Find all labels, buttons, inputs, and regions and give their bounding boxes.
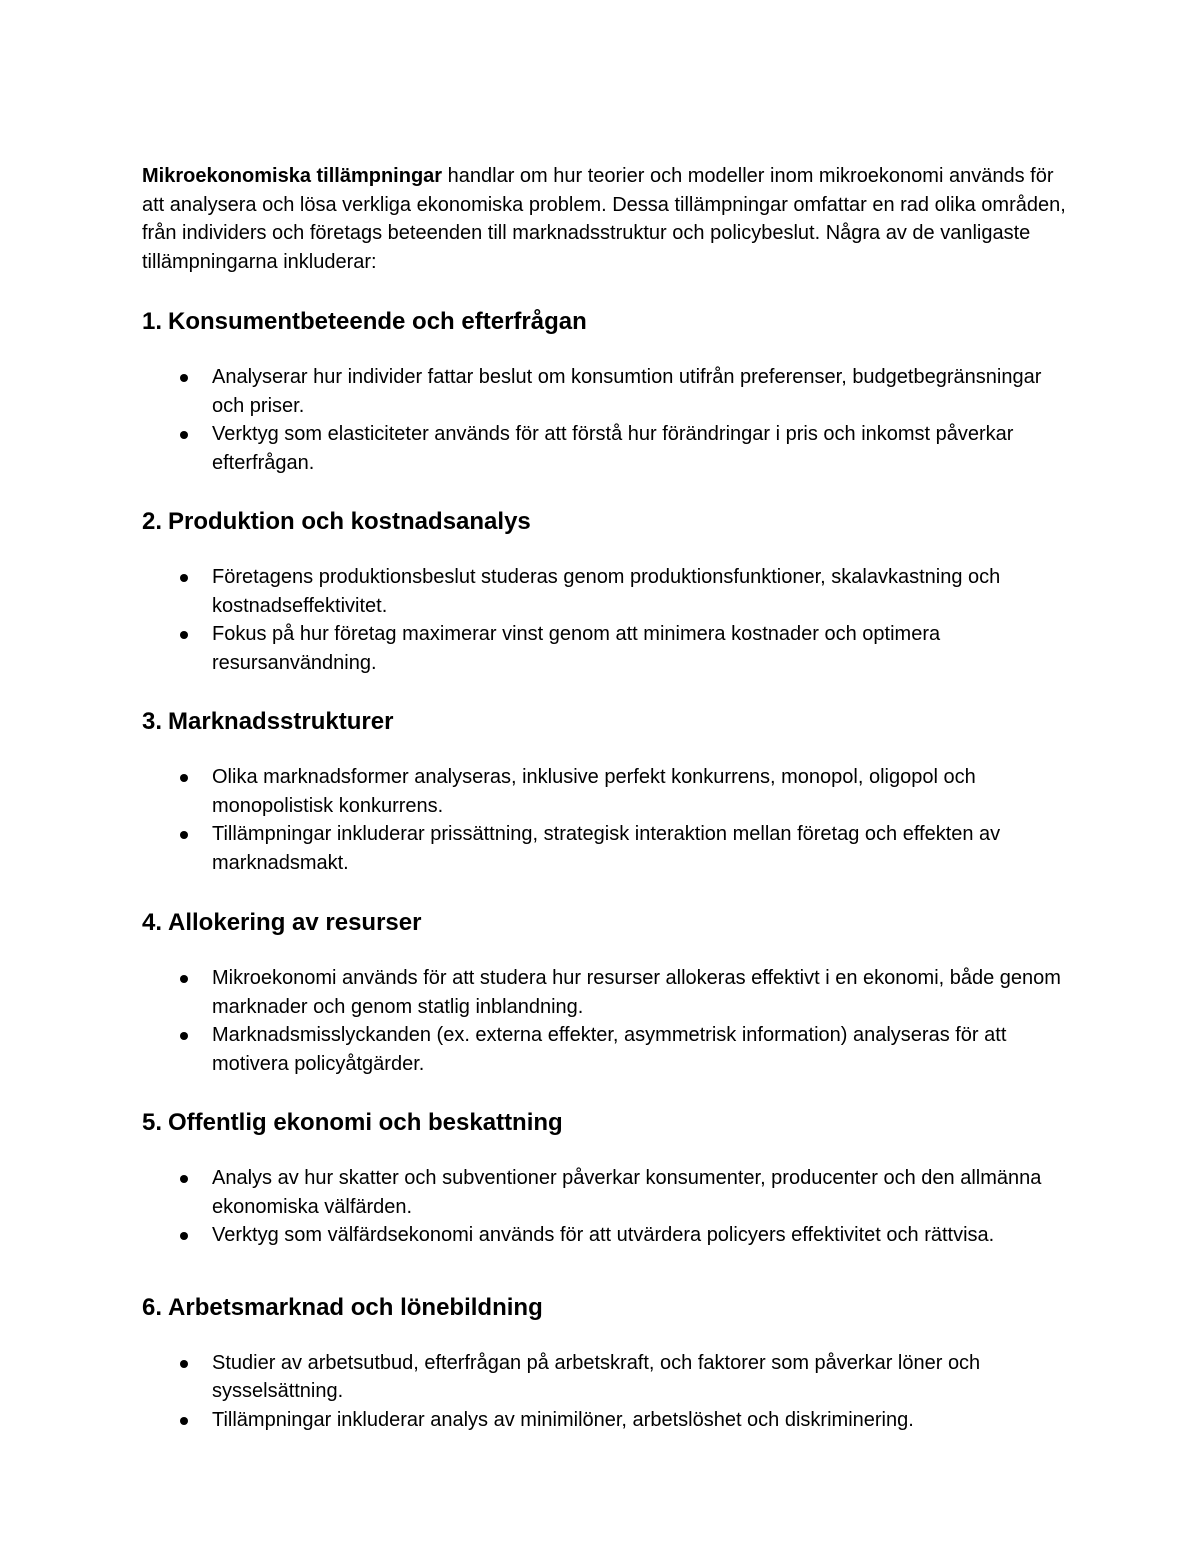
section-number: 2.	[142, 508, 163, 535]
section-title	[142, 507, 1072, 537]
list-item	[142, 1164, 1072, 1221]
section-number: 3.	[142, 708, 163, 735]
section-6	[142, 1293, 1072, 1435]
bullet-icon	[180, 1232, 188, 1240]
section-heading: Allokering av resurser	[168, 909, 422, 936]
list-item-text: Analys av hur skatter och subventioner påverkar konsumenter, producenter och den allmänna ekonomiska välfärden.	[212, 1167, 1042, 1218]
list-item	[142, 820, 1072, 877]
intro-paragraph	[142, 162, 1072, 276]
section-heading: Arbetsmarknad och lönebildning	[168, 1293, 543, 1321]
bullet-icon	[180, 774, 188, 782]
list-item-text: Marknadsmisslyckanden (ex. externa effekter, asymmetrisk information) analyseras för att motivera policyåtgärder.	[212, 1024, 1007, 1075]
list-item-text: Fokus på hur företag maximerar vinst genom att minimera kostnader och optimera resursanvändning.	[212, 623, 941, 674]
section-5	[142, 1108, 1072, 1250]
list-item	[142, 1349, 1072, 1406]
bullet-list	[142, 1349, 1072, 1435]
list-item	[142, 763, 1072, 820]
bullet-icon	[180, 631, 188, 639]
list-item	[142, 1021, 1072, 1078]
intro-lead: Mikroekonomiska tillämpningar	[142, 165, 443, 187]
section-heading: Konsumentbeteende och efterfrågan	[168, 308, 587, 335]
section-number: 4.	[142, 909, 163, 936]
section-title	[142, 1108, 1072, 1138]
list-item-text: Studier av arbetsutbud, efterfrågan på arbetskraft, och faktorer som påverkar löner och sysselsättning.	[212, 1351, 981, 1402]
section-number: 1.	[142, 308, 163, 335]
section-heading: Marknadsstrukturer	[168, 708, 394, 735]
section-heading: Offentlig ekonomi och beskattning	[168, 1109, 563, 1136]
bullet-icon	[180, 831, 188, 839]
list-item-text: Verktyg som elasticiteter används för att förstå hur förändringar i pris och inkomst påverkar efterfrågan.	[212, 423, 1014, 474]
bullet-icon	[180, 1417, 188, 1425]
section-4	[142, 908, 1072, 1078]
bullet-icon	[180, 1032, 188, 1040]
bullet-icon	[180, 374, 188, 382]
section-3	[142, 707, 1072, 877]
section-number: 5.	[142, 1109, 163, 1136]
bullet-list	[142, 563, 1072, 677]
list-item-text: Tillämpningar inkluderar prissättning, strategisk interaktion mellan företag och effekten av marknadsmakt.	[212, 823, 1001, 874]
list-item-text: Tillämpningar inkluderar analys av minimilöner, arbetslöshet och diskriminering.	[212, 1408, 914, 1431]
bullet-list	[142, 964, 1072, 1078]
list-item	[142, 964, 1072, 1021]
bullet-list	[142, 363, 1072, 477]
section-title	[142, 707, 1072, 737]
bullet-list	[142, 763, 1072, 877]
bullet-icon	[180, 975, 188, 983]
list-item	[142, 620, 1072, 677]
section-2	[142, 507, 1072, 677]
bullet-icon	[180, 431, 188, 439]
section-heading: Produktion och kostnadsanalys	[168, 508, 531, 535]
section-title	[142, 908, 1072, 938]
bullet-icon	[180, 574, 188, 582]
list-item	[142, 563, 1072, 620]
bullet-icon	[180, 1175, 188, 1183]
section-1	[142, 307, 1072, 477]
section-title	[142, 307, 1072, 337]
list-item	[142, 1221, 1072, 1250]
list-item-text: Verktyg som välfärdsekonomi används för att utvärdera policyers effektivitet och rättvisa.	[212, 1224, 995, 1246]
bullet-list	[142, 1164, 1072, 1250]
section-number: 6.	[142, 1293, 163, 1321]
list-item	[142, 420, 1072, 477]
bullet-icon	[180, 1360, 188, 1368]
list-item	[142, 363, 1072, 420]
list-item-text: Analyserar hur individer fattar beslut om konsumtion utifrån preferenser, budgetbegränsningar och priser.	[212, 366, 1042, 417]
intro-text: handlar om hur teorier och modeller inom mikroekonomi används för att analysera och lösa verkliga ekonomiska problem. Dessa tillämpningar omfattar en rad olika områden, från individers och företags beteenden till marknadsstruktur och policybeslut. Några av de vanligaste tillämpningarna inkluderar:	[142, 165, 1066, 273]
list-item-text: Olika marknadsformer analyseras, inklusive perfekt konkurrens, monopol, oligopol och monopolistisk konkurrens.	[212, 766, 976, 817]
list-item-text: Företagens produktionsbeslut studeras genom produktionsfunktioner, skalavkastning och kostnadseffektivitet.	[212, 566, 1001, 617]
section-title	[142, 1293, 1072, 1323]
document-page	[142, 162, 1072, 1434]
list-item-text: Mikroekonomi används för att studera hur resurser allokeras effektivt i en ekonomi, både genom marknader och genom statlig inblandning.	[212, 967, 1061, 1018]
list-item	[142, 1406, 1072, 1435]
